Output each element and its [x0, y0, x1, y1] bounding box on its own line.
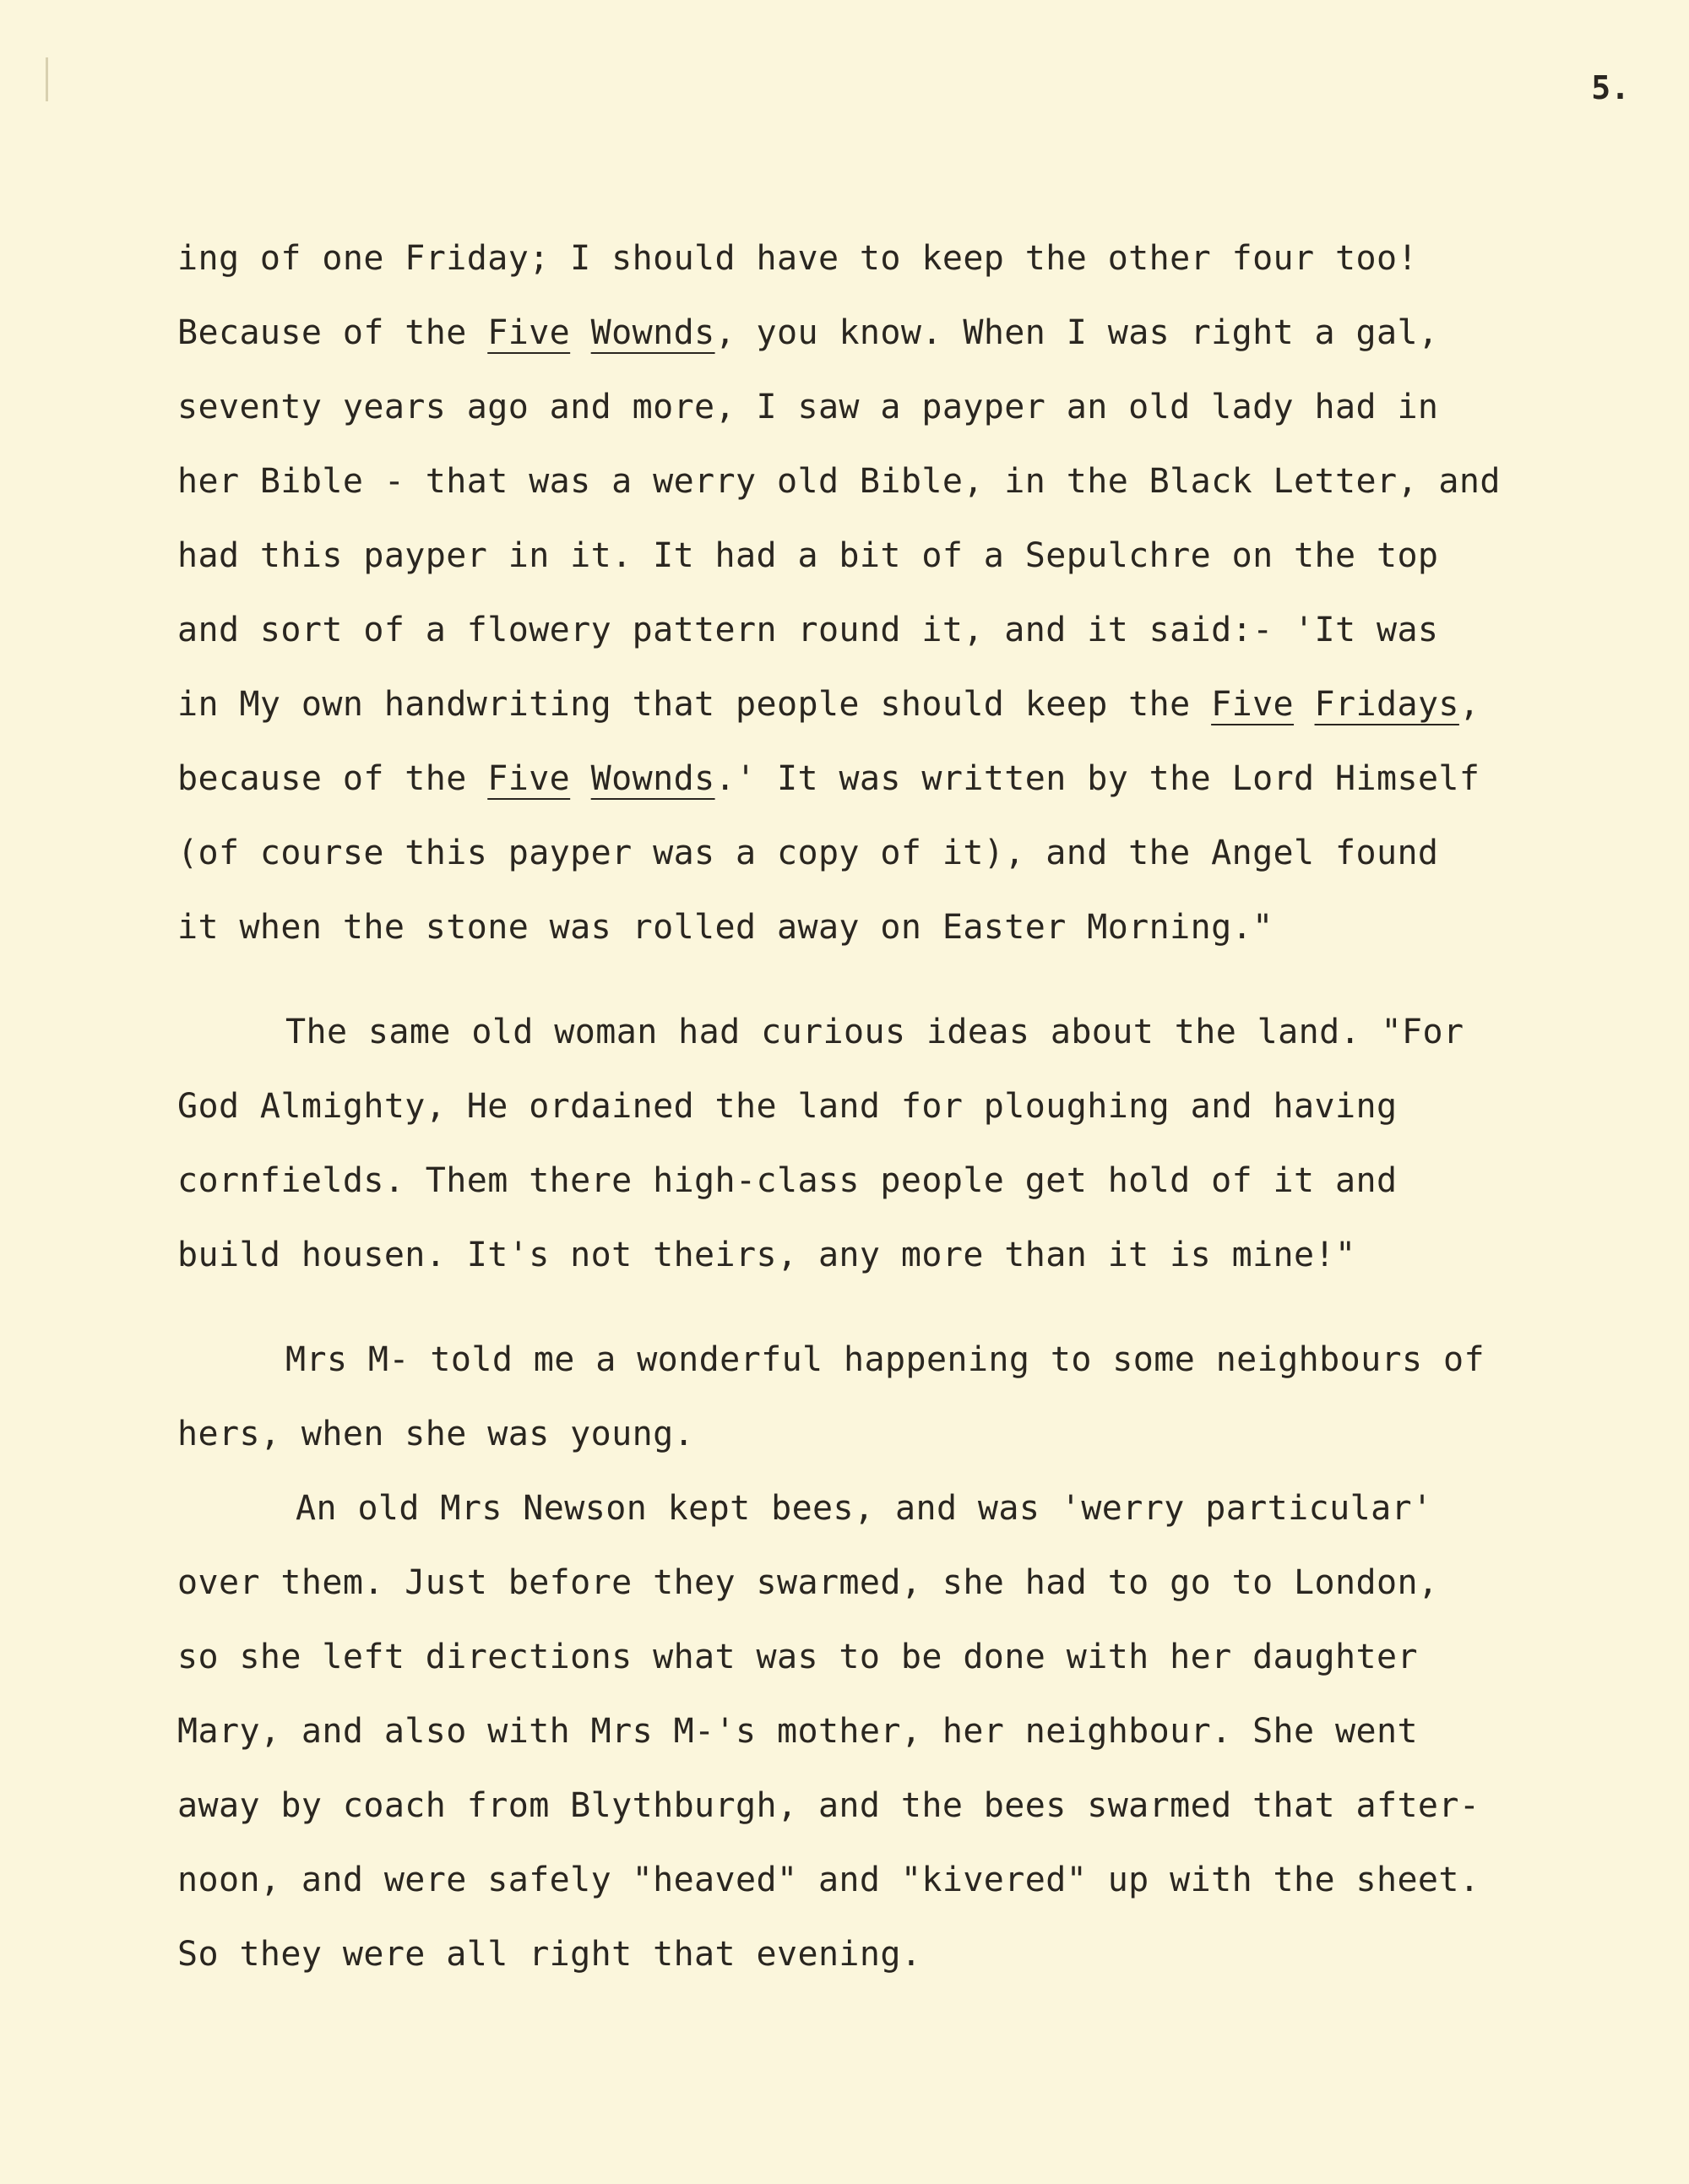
text-segment: over them. Just before they swarmed, she had to go to London,: [177, 1563, 1439, 1602]
text-segment: ,: [1458, 685, 1480, 724]
underlined-word: Five: [1211, 685, 1295, 724]
text-segment: her Bible - that was a werry old Bible, in the Black Letter, and: [177, 462, 1501, 501]
text-segment: cornfields. Them there high-class people get hold of it and: [177, 1161, 1398, 1200]
text-segment: Mary, and also with Mrs M-'s mother, her neighbour. She went: [177, 1712, 1418, 1751]
text-segment: had this payper in it. It had a bit of a Sepulchre on the top: [177, 536, 1439, 575]
text-line: [177, 444, 1664, 519]
text-segment: so she left directions what was to be done with her daughter: [177, 1638, 1418, 1676]
text-line: [177, 1843, 1664, 1917]
text-line: [177, 1069, 1664, 1144]
text-line: [177, 1144, 1664, 1218]
text-segment: Mrs M- told me a wonderful happening to some neighbours of: [285, 1340, 1485, 1379]
paragraph: [177, 1471, 1664, 1991]
text-line: [177, 1397, 1664, 1471]
text-segment: God Almighty, He ordained the land for ploughing and having: [177, 1087, 1398, 1126]
text-segment: [1294, 685, 1314, 724]
text-segment: seventy years ago and more, I saw a payper an old lady had in: [177, 388, 1439, 426]
underlined-word: Fridays: [1314, 685, 1459, 724]
text-line: [177, 1694, 1664, 1768]
paragraph-gap: [177, 964, 1664, 995]
text-segment: So they were all right that evening.: [177, 1935, 922, 1974]
text-segment: in My own handwriting that people should keep the: [177, 685, 1212, 724]
paragraph: [177, 221, 1664, 964]
text-segment: .' It was written by the Lord Himself: [714, 759, 1480, 798]
paragraph: [177, 995, 1664, 1292]
text-segment: build housen. It's not theirs, any more than it is mine!": [177, 1236, 1356, 1274]
text-segment: An old Mrs Newson kept bees, and was 'werry particular': [296, 1489, 1433, 1528]
text-segment: Because of the: [177, 313, 488, 352]
text-line: [177, 742, 1664, 816]
text-line: [177, 816, 1664, 890]
text-segment: noon, and were safely "heaved" and "kivered" up with the sheet.: [177, 1861, 1480, 1899]
text-line: [177, 890, 1664, 964]
underlined-word: Wownds: [590, 313, 715, 352]
body-text: [177, 221, 1664, 1991]
text-line: [177, 1620, 1664, 1694]
text-segment: away by coach from Blythburgh, and the bees swarmed that after-: [177, 1786, 1480, 1825]
text-line: [177, 667, 1664, 742]
underlined-word: Wownds: [590, 759, 715, 798]
text-line: [177, 1471, 1664, 1546]
text-segment: (of course this payper was a copy of it), and the Angel found: [177, 834, 1439, 872]
text-line: [177, 296, 1664, 370]
text-segment: [570, 313, 590, 352]
text-line: [177, 519, 1664, 593]
text-segment: The same old woman had curious ideas about the land. "For: [285, 1013, 1464, 1051]
paper-edge-mark: [46, 57, 48, 101]
text-segment: it when the stone was rolled away on Easter Morning.": [177, 908, 1274, 947]
text-line: [177, 995, 1664, 1069]
text-segment: and sort of a flowery pattern round it, and it said:- 'It was: [177, 611, 1439, 649]
text-line: [177, 1768, 1664, 1843]
text-segment: [570, 759, 590, 798]
text-line: [177, 370, 1664, 444]
text-line: [177, 1218, 1664, 1292]
page-number: 5.: [1591, 69, 1630, 106]
text-line: [177, 1917, 1664, 1991]
underlined-word: Five: [487, 313, 571, 352]
text-line: [177, 1546, 1664, 1620]
text-segment: because of the: [177, 759, 488, 798]
text-line: [177, 1323, 1664, 1397]
paragraph-gap: [177, 1292, 1664, 1323]
text-line: [177, 221, 1664, 296]
text-segment: hers, when she was young.: [177, 1415, 695, 1453]
underlined-word: Five: [487, 759, 571, 798]
text-segment: ing of one Friday; I should have to keep the other four too!: [177, 239, 1418, 278]
text-segment: , you know. When I was right a gal,: [714, 313, 1439, 352]
paragraph: [177, 1323, 1664, 1471]
text-line: [177, 593, 1664, 667]
